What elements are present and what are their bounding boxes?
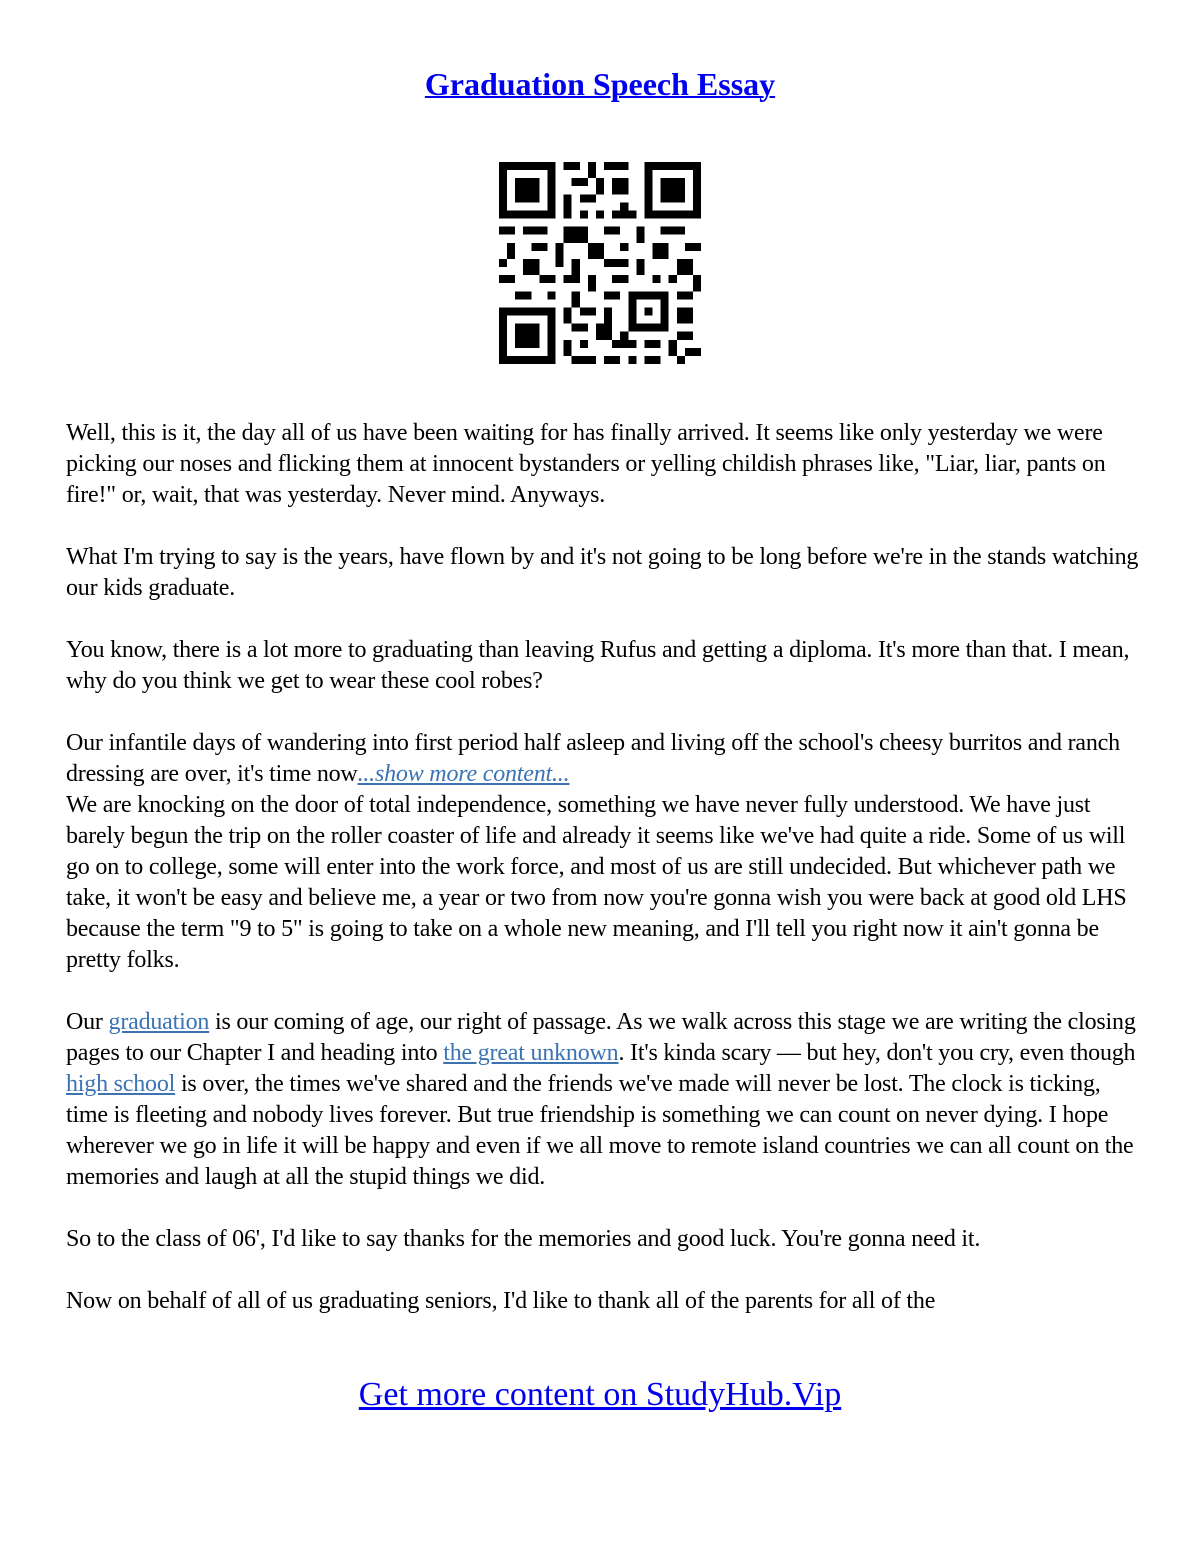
paragraph-2: What I'm trying to say is the years, have flown by and it's not going to be long before we're in the stands watching our kids graduate. [66, 544, 1139, 601]
title-link[interactable]: Graduation Speech Essay [424, 66, 776, 102]
document-title [0, 66, 1200, 103]
paragraph-6-text-b: is our coming of age, our right of passage. As we walk across this stage we are writing the closing pages to our Chapter I and heading into [66, 1009, 1136, 1066]
paragraph-8: Now on behalf of all of us graduating seniors, I'd like to thank all of the parents for all of the [66, 1288, 936, 1314]
paragraph-4-text: Our infantile days of wandering into first period half asleep and living off the school's cheesy burritos and ranch dressing are over, it's time now [66, 730, 1120, 787]
footer [0, 1376, 1200, 1414]
qr-code-icon [499, 162, 701, 364]
graduation-link[interactable]: graduation [108, 1009, 210, 1035]
great-unknown-link[interactable]: the great unknown [443, 1040, 619, 1066]
paragraph-6-text-c: . It's kinda scary — but hey, don't you cry, even though [618, 1040, 1136, 1066]
paragraph-7: So to the class of 06', I'd like to say thanks for the memories and good luck. You're gonna need it. [66, 1226, 981, 1252]
paragraph-6 [66, 1007, 1141, 1193]
show-more-link[interactable]: ...show more content... [357, 761, 570, 787]
essay-body [66, 418, 1141, 1348]
high-school-link[interactable]: high school [66, 1071, 176, 1097]
paragraph-1: Well, this is it, the day all of us have been waiting for has finally arrived. It seems like only yesterday we were picking our noses and flicking them at innocent bystanders or yelling childish phrases like, "Liar, liar, pants on fire!" or, wait, that was yesterday. Never mind. Anyways. [66, 420, 1106, 508]
paragraph-6-text-d: is over, the times we've shared and the friends we've made will never be lost. The clock is ticking, time is fleeting and nobody lives forever. But true friendship is something we can count on never dying. I hope wherever we go in life it will be happy and even if we all move to remote island countries we can all count on the memories and laugh at all the stupid things we did. [66, 1071, 1134, 1190]
paragraph-3: You know, there is a lot more to graduating than leaving Rufus and getting a diploma. It's more than that. I mean, why do you think we get to wear these cool robes? [66, 637, 1130, 694]
paragraph-6-text-a: Our [66, 1009, 109, 1035]
paragraph-5: We are knocking on the door of total independence, something we have never fully understood. We have just barely begun the trip on the roller coaster of life and already it seems like we've had quite a ride. Some of us will go on to college, some will enter into the work force, and most of us are still undecided. But whichever path we take, it won't be easy and believe me, a year or two from now you're gonna wish you were back at good old LHS because the term "9 to 5" is going to take on a whole new meaning, and I'll tell you right now it ain't gonna be pretty folks. [66, 792, 1127, 973]
paragraph-4 [66, 728, 1141, 790]
footer-link[interactable]: Get more content on StudyHub.Vip [358, 1376, 842, 1413]
